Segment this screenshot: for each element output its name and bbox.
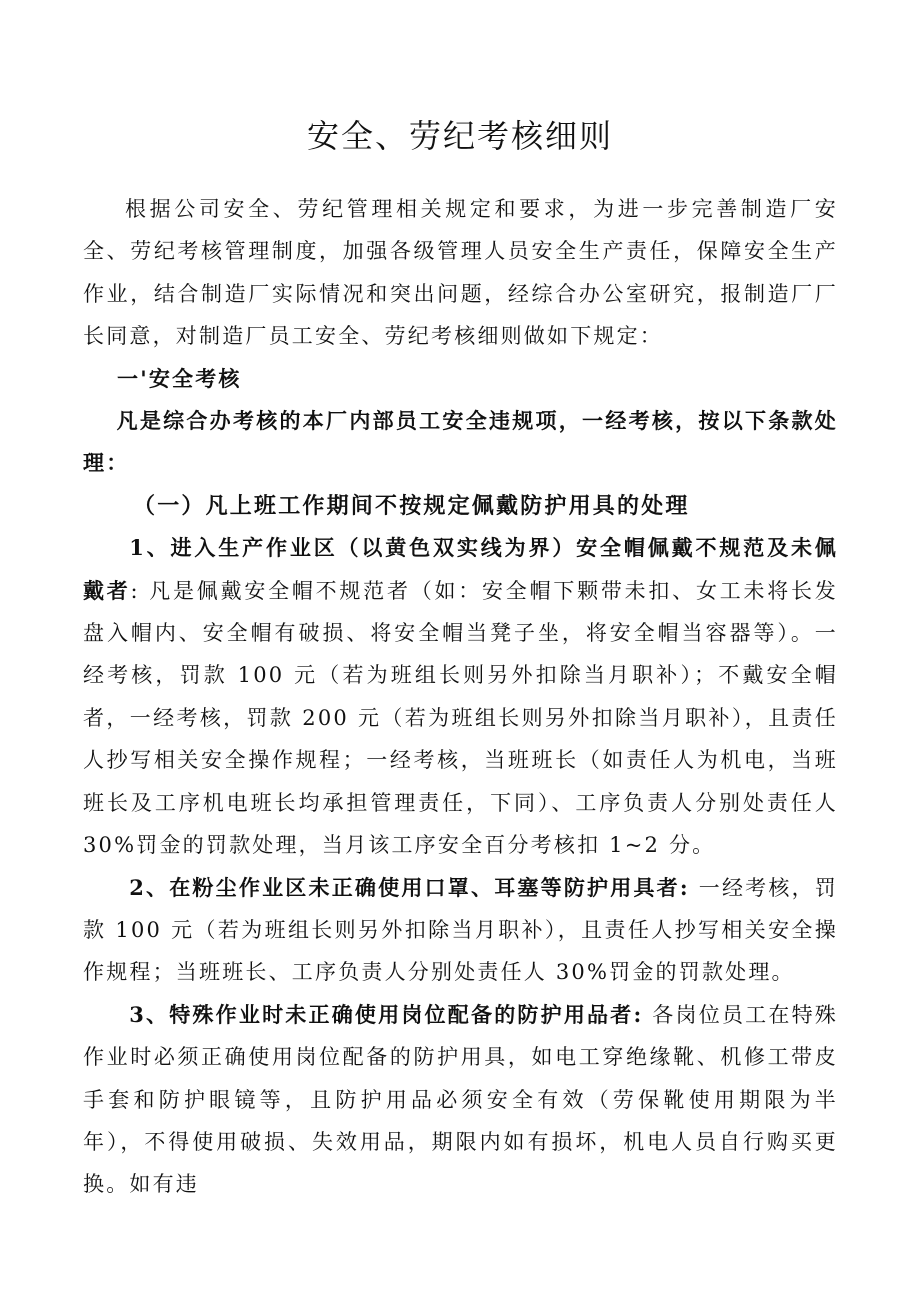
intro-paragraph: 根据公司安全、劳纪管理相关规定和要求，为进一步完善制造厂安全、劳纪考核管理制度，加强各级管理人员安全生产责任，保障安全生产作业，结合制造厂实际情况和突出问题，经综合办公室研究，报制造厂厂长同意，对制造厂员工安全、劳纪考核细则做如下规定： [83, 197, 838, 349]
clause-paragraph [83, 994, 838, 1206]
clause-paragraph [83, 867, 838, 994]
clause-body: 一经考核，罚款 100 元（若为班组长则另外扣除当月职补），且责任人抄写相关安全操作规程；当班班长、工序负责人分别处责任人 30%罚金的罚款处理。 [83, 875, 838, 985]
clause-lead: 3、特殊作业时未正确使用岗位配备的防护用品者: [129, 1001, 644, 1027]
clause-lead: 1、进入生产作业区（以黄色双实线为界）安全帽佩戴不规范及未佩戴者 [83, 535, 838, 603]
clause-paragraph [83, 527, 838, 866]
subsection-heading-protective-gear: （一）凡上班工作期间不按规定佩戴防护用具的处理 [133, 492, 690, 519]
document-body [83, 188, 838, 1206]
section-heading-safety: 一'安全考核 [117, 365, 242, 391]
clause-body: 各岗位员工在特殊作业时必须正确使用岗位配备的防护用具，如电工穿绝缘靴、机修工带皮手套和防护眼镜等，且防护用品必须安全有效（劳保靴使用期限为半年），不得使用破损、失效用品，期限内如有损坏，机电人员自行购买更换。如有违 [83, 1002, 838, 1197]
clause-body: : 凡是佩戴安全帽不规范者（如：安全帽下颗带未扣、女工未将长发盘入帽内、安全帽有破损、将安全帽当凳子坐，将安全帽当容器等）。一经考核，罚款 100 元（若为班组长则另外扣除当月职补）；不戴安全帽者，一经考核，罚款 200 元（若为班组长则另外扣除当月职补），且责任人抄写相关安全操作规程；一经考核，当班班长（如责任人为机电，当班班长及工序机电班长均承担管理责任，下同）、工序负责人分别处责任人 30%罚金的罚款处理，当月该工序安全百分考核扣 1~2 分。 [83, 578, 838, 858]
section-scope-paragraph: 凡是综合办考核的本厂内部员工安全违规项，一经考核，按以下条款处理： [83, 408, 838, 476]
document-title: 安全、劳纪考核细则 [306, 117, 613, 155]
clause-lead: 2、在粉尘作业区未正确使用口罩、耳塞等防护用具者: [129, 874, 690, 900]
